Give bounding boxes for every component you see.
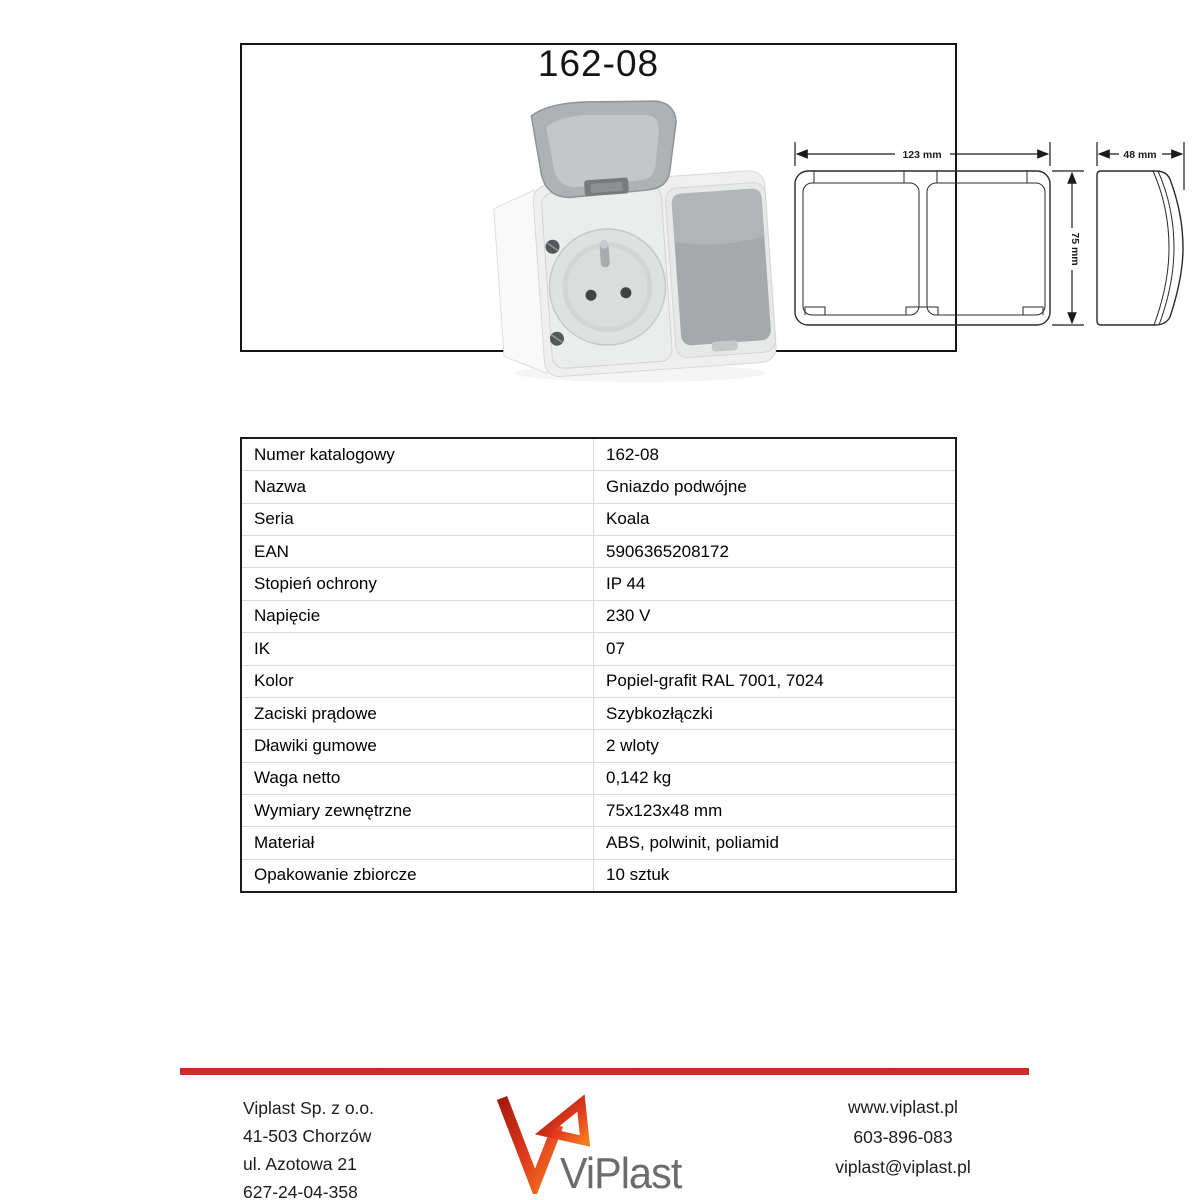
- height-dimension-label: 75 mm: [1069, 232, 1081, 266]
- depth-dimension-label: 48 mm: [1123, 149, 1157, 161]
- side-view-drawing: [1097, 171, 1183, 325]
- table-row: [242, 762, 955, 794]
- table-row: [242, 503, 955, 535]
- spec-label: IK: [242, 633, 594, 664]
- spec-label: Dławiki gumowe: [242, 730, 594, 761]
- spec-label: Waga netto: [242, 763, 594, 794]
- table-row: [242, 632, 955, 664]
- table-row: [242, 826, 955, 858]
- spec-label: Seria: [242, 504, 594, 535]
- viplast-logo: [494, 1090, 689, 1198]
- table-row: [242, 794, 955, 826]
- spec-label: Opakowanie zbiorcze: [242, 860, 594, 891]
- table-row: [242, 665, 955, 697]
- contact-info: [793, 1092, 1013, 1182]
- company-address: [243, 1094, 374, 1200]
- spec-label: Materiał: [242, 827, 594, 858]
- spec-value: 75x123x48 mm: [606, 800, 723, 820]
- spec-value: 230 V: [606, 606, 651, 626]
- table-row: [242, 600, 955, 632]
- front-view-drawing: [795, 171, 1050, 325]
- table-row: [242, 567, 955, 599]
- spec-value: Popiel-grafit RAL 7001, 7024: [606, 671, 824, 691]
- table-row: [242, 470, 955, 502]
- footer-accent-bar: [180, 1068, 1029, 1075]
- width-dimension-label: 123 mm: [902, 149, 942, 161]
- spec-value: 162-08: [606, 444, 659, 464]
- table-row: [242, 535, 955, 567]
- table-row: [242, 859, 955, 891]
- spec-label: Kolor: [242, 666, 594, 697]
- spec-value: Szybkozłączki: [606, 703, 713, 723]
- product-photo: [490, 95, 782, 393]
- spec-value: ABS, polwinit, poliamid: [606, 832, 779, 852]
- table-row: [242, 729, 955, 761]
- dimension-drawing: [787, 130, 1197, 345]
- table-row: [242, 439, 955, 470]
- spec-value: 5906365208172: [606, 541, 729, 561]
- spec-label: Nazwa: [242, 471, 594, 502]
- company-tax-id: 627-24-04-358: [243, 1182, 358, 1200]
- spec-value: 2 wloty: [606, 735, 659, 755]
- spec-value: Gniazdo podwójne: [606, 477, 747, 497]
- spec-label: Numer katalogowy: [242, 439, 594, 470]
- spec-label: Stopień ochrony: [242, 568, 594, 599]
- company-street: ul. Azotowa 21: [243, 1154, 357, 1174]
- figure-box: [240, 43, 1157, 352]
- spec-value: IP 44: [606, 574, 646, 594]
- company-city: 41-503 Chorzów: [243, 1126, 372, 1146]
- website: www.viplast.pl: [848, 1097, 958, 1117]
- spec-value: 07: [606, 638, 625, 658]
- table-row: [242, 697, 955, 729]
- company-name: Viplast Sp. z o.o.: [243, 1098, 375, 1118]
- spec-label: Wymiary zewnętrzne: [242, 795, 594, 826]
- height-dimension: [1052, 171, 1084, 325]
- spec-label: Napięcie: [242, 601, 594, 632]
- spec-table: [240, 437, 957, 893]
- phone: 603-896-083: [853, 1127, 953, 1147]
- spec-label: EAN: [242, 536, 594, 567]
- email: viplast@viplast.pl: [835, 1157, 971, 1177]
- spec-value: Koala: [606, 509, 650, 529]
- width-dimension: [795, 142, 1050, 166]
- spec-value: 10 sztuk: [606, 865, 670, 885]
- spec-value: 0,142 kg: [606, 768, 672, 788]
- viplast-logo-text: ViPlast: [560, 1149, 682, 1198]
- open-lid-shape: [531, 96, 681, 200]
- spec-label: Zaciski prądowe: [242, 698, 594, 729]
